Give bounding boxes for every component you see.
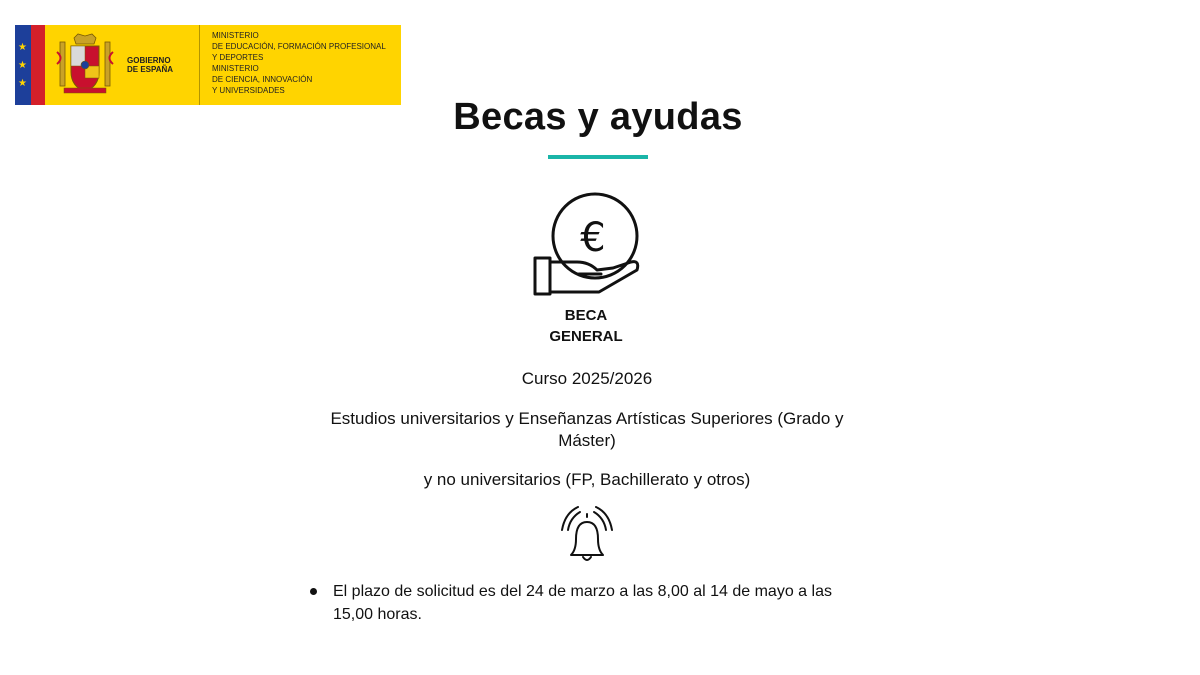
application-period-text: El plazo de solicitud es del 24 de marzo a las 8,00 al 14 de mayo a las 15,00 horas. [333, 583, 832, 623]
ministries-label [200, 25, 401, 105]
ministry-line: MINISTERIO [212, 31, 259, 40]
ministry-line: DE EDUCACIÓN, FORMACIÓN PROFESIONAL [212, 42, 386, 51]
university-studies-text: Estudios universitarios y Enseñanzas Artísticas Superiores (Grado y Máster) [330, 409, 844, 450]
ministry-line: Y DEPORTES [212, 53, 264, 62]
eu-flag-strip [15, 25, 45, 105]
non-university-studies-text: y no universitarios (FP, Bachillerato y otros) [423, 470, 751, 489]
government-logo [15, 25, 401, 105]
star-icon: ★ [18, 42, 27, 53]
svg-text:€: € [580, 215, 606, 261]
bullet-icon [310, 588, 317, 595]
notice-list [308, 580, 868, 626]
bell-ringing-icon [556, 506, 618, 569]
page-title: Becas y ayudas [453, 96, 743, 138]
list-item [308, 580, 868, 626]
course-year: Curso 2025/2026 [521, 369, 653, 388]
coat-of-arms-icon [45, 25, 125, 105]
euro-coin-hand-icon [527, 190, 643, 305]
ministry-line: DE CIENCIA, INNOVACIÓN [212, 75, 313, 84]
ministry-line: Y UNIVERSIDADES [212, 86, 285, 95]
scholarship-label: BECA GENERAL [549, 307, 623, 345]
star-icon: ★ [18, 78, 27, 89]
government-label: GOBIERNO DE ESPAÑA [125, 25, 200, 105]
ministry-line: MINISTERIO [212, 64, 259, 73]
title-underline [548, 155, 648, 159]
star-icon: ★ [18, 60, 27, 71]
